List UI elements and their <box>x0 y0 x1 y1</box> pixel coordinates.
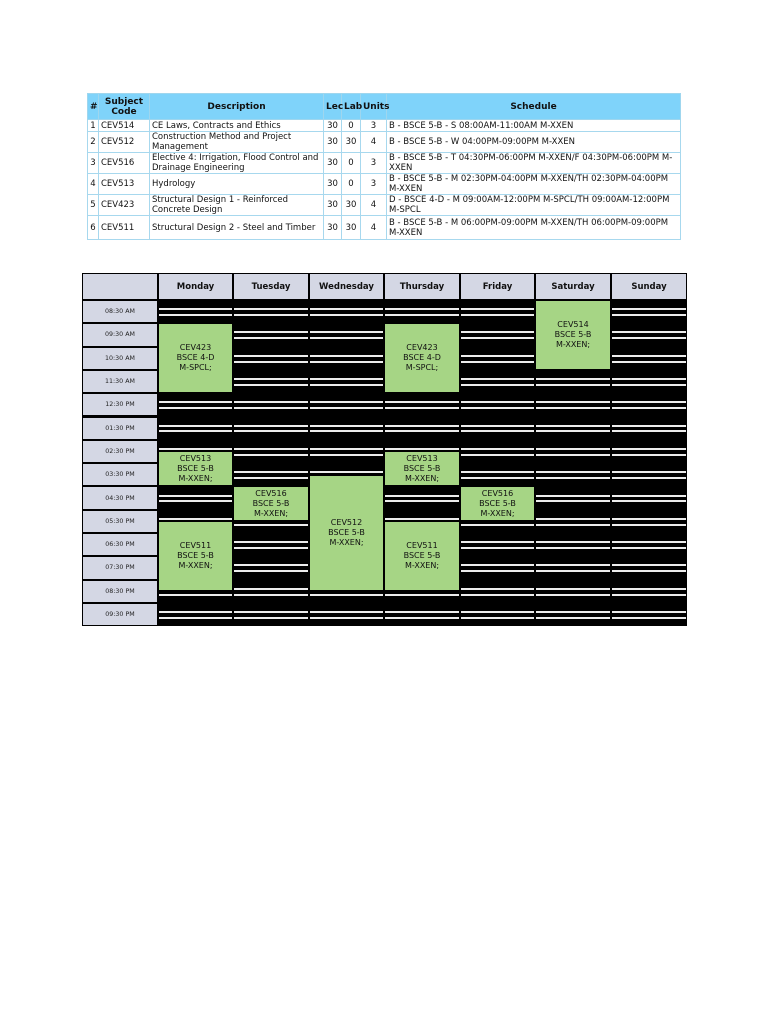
grid-line <box>234 564 308 566</box>
class-block-code: CEV511 <box>179 541 212 551</box>
subject-lab-cell: 30 <box>342 195 361 216</box>
subject-lab-cell: 0 <box>342 120 361 132</box>
day-header: Saturday <box>535 273 611 300</box>
class-block-section: BSCE 4-D <box>176 353 215 363</box>
grid-line <box>536 617 610 619</box>
day-header: Tuesday <box>233 273 309 300</box>
time-slot-label: 09:30 PM <box>82 603 158 626</box>
subject-lec-cell: 30 <box>324 216 342 240</box>
subject-units-cell: 3 <box>361 153 387 174</box>
class-block-section: BSCE 4-D <box>403 353 441 363</box>
grid-line <box>234 454 308 456</box>
grid-line <box>536 495 610 497</box>
header-units: Units <box>361 94 387 120</box>
grid-line <box>536 588 610 590</box>
subject-desc-cell: Structural Design 1 - Reinforced Concrete Design <box>150 195 324 216</box>
grid-line <box>612 407 686 409</box>
grid-line <box>385 594 459 596</box>
subject-schedule-cell: B - BSCE 5-B - M 02:30PM-04:00PM M-XXEN/TH 02:30PM-04:00PM M-XXEN <box>387 174 681 195</box>
grid-line <box>310 314 383 316</box>
time-slot-label: 08:30 AM <box>82 300 158 323</box>
grid-line <box>612 570 686 572</box>
grid-line <box>536 430 610 432</box>
grid-line <box>536 477 610 479</box>
grid-line <box>234 401 308 403</box>
grid-line <box>234 541 308 543</box>
grid-line <box>310 355 383 357</box>
subjects-header-row <box>88 94 681 120</box>
grid-line <box>385 518 459 520</box>
grid-line <box>234 617 308 619</box>
subject-lab-cell: 0 <box>342 153 361 174</box>
subject-lab-cell: 30 <box>342 216 361 240</box>
subject-lec-cell: 30 <box>324 153 342 174</box>
grid-line <box>159 448 232 450</box>
class-block <box>384 521 460 591</box>
grid-line <box>536 611 610 613</box>
subject-code-cell: CEV516 <box>99 153 150 174</box>
grid-line <box>234 477 308 479</box>
grid-line <box>385 308 459 310</box>
grid-line <box>234 314 308 316</box>
class-block-section: BSCE 5-B <box>554 329 592 339</box>
grid-line <box>234 355 308 357</box>
grid-line <box>612 425 686 427</box>
class-block-room: M-SPCL; <box>179 363 212 373</box>
grid-line <box>612 361 686 363</box>
grid-line <box>612 378 686 380</box>
grid-line <box>612 617 686 619</box>
grid-line <box>612 594 686 596</box>
grid-line <box>234 361 308 363</box>
grid-line <box>310 594 383 596</box>
grid-line <box>385 611 459 613</box>
subject-lec-cell: 30 <box>324 120 342 132</box>
grid-line <box>461 430 534 432</box>
grid-line <box>536 594 610 596</box>
subject-desc-cell: Structural Design 2 - Steel and Timber <box>150 216 324 240</box>
grid-line <box>536 378 610 380</box>
grid-line <box>612 495 686 497</box>
grid-line <box>385 495 459 497</box>
class-block-section: BSCE 5-B <box>177 551 214 561</box>
header-lab: Lab <box>342 94 361 120</box>
class-block-room: M-XXEN; <box>555 339 591 349</box>
grid-line <box>310 378 383 380</box>
subject-schedule-cell: D - BSCE 4-D - M 09:00AM-12:00PM M-SPCL/TH 09:00AM-12:00PM M-SPCL <box>387 195 681 216</box>
subject-lab-cell: 0 <box>342 174 361 195</box>
grid-line <box>310 331 383 333</box>
grid-line <box>536 401 610 403</box>
grid-line <box>385 448 459 450</box>
grid-line <box>612 477 686 479</box>
subject-units-cell: 4 <box>361 195 387 216</box>
grid-line <box>536 448 610 450</box>
grid-line <box>536 454 610 456</box>
subject-code-cell: CEV423 <box>99 195 150 216</box>
grid-line <box>536 547 610 549</box>
time-slot-label: 02:30 PM <box>82 440 158 463</box>
grid-line <box>612 471 686 473</box>
class-block-code: CEV514 <box>557 319 589 329</box>
subject-row <box>88 174 681 195</box>
class-block <box>233 486 309 521</box>
grid-line <box>159 314 232 316</box>
grid-line <box>461 524 534 526</box>
subject-units-cell: 4 <box>361 216 387 240</box>
subject-num-cell: 2 <box>88 132 99 153</box>
class-block <box>158 323 233 393</box>
grid-line <box>310 425 383 427</box>
class-block-room: M-SPCL; <box>405 363 439 373</box>
class-block-section: BSCE 5-B <box>177 463 214 473</box>
grid-line <box>461 564 534 566</box>
time-slot-label: 01:30 PM <box>82 417 158 440</box>
subject-row <box>88 195 681 216</box>
grid-line <box>612 337 686 339</box>
grid-line <box>461 594 534 596</box>
grid-line <box>612 454 686 456</box>
time-slot-label: 10:30 AM <box>82 347 158 370</box>
grid-line <box>310 401 383 403</box>
grid-line <box>612 547 686 549</box>
subject-schedule-cell: B - BSCE 5-B - M 06:00PM-09:00PM M-XXEN/TH 06:00PM-09:00PM M-XXEN <box>387 216 681 240</box>
grid-line <box>159 518 232 520</box>
header-lec: Lec <box>324 94 342 120</box>
time-slot-label: 09:30 AM <box>82 323 158 346</box>
grid-line <box>461 617 534 619</box>
subject-units-cell: 3 <box>361 120 387 132</box>
grid-line <box>385 407 459 409</box>
grid-line <box>461 355 534 357</box>
subject-units-cell: 4 <box>361 132 387 153</box>
grid-line <box>461 541 534 543</box>
grid-line <box>536 500 610 502</box>
time-slot-label: 05:30 PM <box>82 510 158 533</box>
grid-line <box>159 401 232 403</box>
grid-line <box>234 588 308 590</box>
grid-line <box>159 495 232 497</box>
subject-num-cell: 3 <box>88 153 99 174</box>
subject-row <box>88 153 681 174</box>
subject-code-cell: CEV514 <box>99 120 150 132</box>
subject-num-cell: 5 <box>88 195 99 216</box>
time-slot-label: 06:30 PM <box>82 533 158 556</box>
grid-line <box>461 477 534 479</box>
grid-line <box>234 430 308 432</box>
grid-line <box>234 407 308 409</box>
grid-line <box>159 594 232 596</box>
subject-row <box>88 216 681 240</box>
time-slot-label: 04:30 PM <box>82 486 158 509</box>
subject-lec-cell: 30 <box>324 132 342 153</box>
class-block-section: BSCE 5-B <box>403 551 441 561</box>
grid-line <box>461 547 534 549</box>
grid-line <box>385 500 459 502</box>
grid-line <box>159 308 232 310</box>
day-header: Monday <box>158 273 233 300</box>
grid-line <box>234 425 308 427</box>
grid-line <box>536 541 610 543</box>
grid-line <box>536 425 610 427</box>
grid-line <box>159 617 232 619</box>
grid-line <box>461 308 534 310</box>
grid-line <box>310 471 383 473</box>
subject-num-cell: 4 <box>88 174 99 195</box>
grid-line <box>310 337 383 339</box>
grid-line <box>461 454 534 456</box>
grid-line <box>461 471 534 473</box>
class-block-section: BSCE 5-B <box>403 463 441 473</box>
grid-line <box>234 378 308 380</box>
class-block <box>309 475 384 592</box>
subject-units-cell: 3 <box>361 174 387 195</box>
grid-line <box>461 384 534 386</box>
grid-line <box>612 331 686 333</box>
grid-line <box>159 611 232 613</box>
class-block-code: CEV513 <box>406 453 438 463</box>
grid-line <box>234 448 308 450</box>
time-slot-label: 03:30 PM <box>82 463 158 486</box>
grid-line <box>612 564 686 566</box>
grid-line <box>461 314 534 316</box>
weekly-timetable <box>82 273 687 626</box>
grid-line <box>234 471 308 473</box>
class-block-section: BSCE 5-B <box>328 528 365 537</box>
grid-line <box>612 355 686 357</box>
grid-line <box>536 384 610 386</box>
class-block-code: CEV423 <box>406 343 438 353</box>
subjects-table <box>87 93 681 240</box>
grid-line <box>461 378 534 380</box>
class-block-code: CEV423 <box>179 343 212 353</box>
grid-line <box>612 524 686 526</box>
grid-line <box>536 407 610 409</box>
grid-line <box>234 337 308 339</box>
grid-line <box>310 308 383 310</box>
grid-line <box>385 401 459 403</box>
grid-line <box>234 594 308 596</box>
subject-code-cell: CEV511 <box>99 216 150 240</box>
grid-line <box>536 471 610 473</box>
grid-line <box>612 500 686 502</box>
class-block <box>384 451 460 486</box>
grid-line <box>612 314 686 316</box>
grid-line <box>461 570 534 572</box>
grid-line <box>461 401 534 403</box>
day-header: Sunday <box>611 273 687 300</box>
class-block-room: M-XXEN; <box>404 473 440 483</box>
grid-line <box>234 570 308 572</box>
class-block-code: CEV513 <box>179 453 212 463</box>
subject-schedule-cell: B - BSCE 5-B - T 04:30PM-06:00PM M-XXEN/F 04:30PM-06:00PM M-XXEN <box>387 153 681 174</box>
class-block-room: M-XXEN; <box>178 473 213 483</box>
class-block-room: M-XXEN; <box>253 508 289 518</box>
subject-desc-cell: Hydrology <box>150 174 324 195</box>
timetable-corner-cell <box>82 273 158 300</box>
class-block <box>384 323 460 393</box>
subject-schedule-cell: B - BSCE 5-B - S 08:00AM-11:00AM M-XXEN <box>387 120 681 132</box>
grid-line <box>310 448 383 450</box>
class-block <box>158 521 233 591</box>
grid-line <box>461 337 534 339</box>
grid-line <box>612 401 686 403</box>
grid-line <box>385 430 459 432</box>
grid-line <box>385 314 459 316</box>
class-block-room: M-XXEN; <box>329 538 364 547</box>
subject-desc-cell: Elective 4: Irrigation, Flood Control and Drainage Engineering <box>150 153 324 174</box>
grid-line <box>461 407 534 409</box>
header-subject-code: Subject Code <box>99 94 150 120</box>
time-slot-label: 12:30 PM <box>82 393 158 416</box>
grid-line <box>234 547 308 549</box>
class-block-section: BSCE 5-B <box>479 498 516 508</box>
subject-code-cell: CEV513 <box>99 174 150 195</box>
grid-line <box>461 448 534 450</box>
day-header: Wednesday <box>309 273 384 300</box>
class-block-section: BSCE 5-B <box>252 498 290 508</box>
grid-line <box>310 611 383 613</box>
header-description: Description <box>150 94 324 120</box>
grid-line <box>159 430 232 432</box>
grid-line <box>612 541 686 543</box>
subject-row <box>88 132 681 153</box>
grid-line <box>234 308 308 310</box>
class-block <box>460 486 535 521</box>
subject-num-cell: 1 <box>88 120 99 132</box>
grid-line <box>234 331 308 333</box>
subject-lec-cell: 30 <box>324 195 342 216</box>
grid-line <box>461 425 534 427</box>
grid-line <box>159 500 232 502</box>
class-block-room: M-XXEN; <box>480 508 515 518</box>
grid-line <box>310 384 383 386</box>
grid-line <box>234 524 308 526</box>
grid-line <box>612 430 686 432</box>
grid-line <box>461 611 534 613</box>
grid-line <box>612 384 686 386</box>
subject-num-cell: 6 <box>88 216 99 240</box>
grid-line <box>612 518 686 520</box>
grid-line <box>536 518 610 520</box>
header-num: # <box>88 94 99 120</box>
grid-line <box>385 425 459 427</box>
grid-line <box>310 430 383 432</box>
grid-line <box>612 308 686 310</box>
grid-line <box>310 407 383 409</box>
subject-row <box>88 120 681 132</box>
class-block-room: M-XXEN; <box>178 561 213 571</box>
class-block <box>535 300 611 370</box>
grid-line <box>536 570 610 572</box>
subject-schedule-cell: B - BSCE 5-B - W 04:00PM-09:00PM M-XXEN <box>387 132 681 153</box>
subject-code-cell: CEV512 <box>99 132 150 153</box>
header-schedule: Schedule <box>387 94 681 120</box>
time-slot-label: 11:30 AM <box>82 370 158 393</box>
grid-line <box>536 564 610 566</box>
grid-line <box>385 617 459 619</box>
grid-line <box>612 588 686 590</box>
day-header: Thursday <box>384 273 460 300</box>
grid-line <box>159 425 232 427</box>
grid-line <box>612 448 686 450</box>
time-slot-label: 08:30 PM <box>82 580 158 603</box>
class-block <box>158 451 233 486</box>
grid-line <box>536 524 610 526</box>
day-header: Friday <box>460 273 535 300</box>
class-block-code: CEV516 <box>481 488 514 498</box>
class-block-code: CEV516 <box>255 488 287 498</box>
class-block-code: CEV512 <box>330 518 363 527</box>
grid-line <box>310 361 383 363</box>
subject-desc-cell: Construction Method and Project Management <box>150 132 324 153</box>
grid-line <box>159 407 232 409</box>
grid-line <box>612 611 686 613</box>
grid-line <box>310 454 383 456</box>
grid-line <box>234 384 308 386</box>
class-block-room: M-XXEN; <box>404 561 440 571</box>
grid-line <box>310 617 383 619</box>
subject-lab-cell: 30 <box>342 132 361 153</box>
class-block-code: CEV511 <box>406 541 438 551</box>
grid-line <box>461 331 534 333</box>
grid-line <box>461 361 534 363</box>
grid-line <box>461 588 534 590</box>
grid-line <box>234 611 308 613</box>
subject-desc-cell: CE Laws, Contracts and Ethics <box>150 120 324 132</box>
subject-lec-cell: 30 <box>324 174 342 195</box>
time-slot-label: 07:30 PM <box>82 556 158 579</box>
